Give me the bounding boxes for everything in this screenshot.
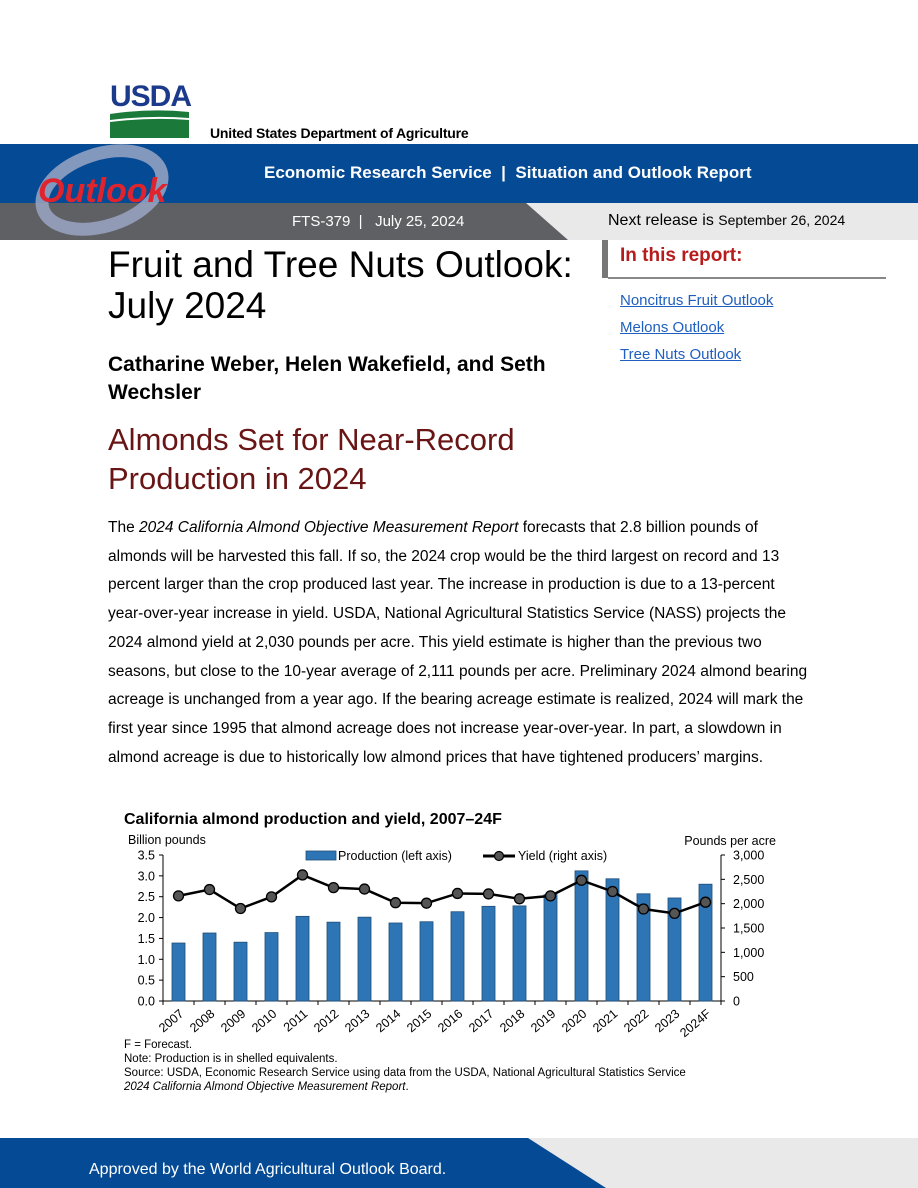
next-release <box>608 212 845 230</box>
yield-point <box>546 891 556 901</box>
legend-yield-marker <box>495 852 504 861</box>
yield-point <box>422 898 432 908</box>
yield-point <box>515 894 525 904</box>
left-tick-label: 2.5 <box>137 890 155 905</box>
left-tick-label: 3.0 <box>137 869 155 884</box>
right-tick-label: 3,000 <box>733 848 765 863</box>
chart <box>0 830 918 1044</box>
production-bar <box>482 906 495 1001</box>
headline: Almonds Set for Near-Record Production in 2024 <box>108 422 515 496</box>
production-bar <box>296 916 309 1001</box>
production-bar <box>203 933 216 1001</box>
yield-point <box>670 908 680 918</box>
note-source-end: . <box>405 1081 409 1093</box>
production-bar <box>265 933 278 1001</box>
x-tick-label: 2018 <box>497 1006 528 1036</box>
yield-point <box>205 885 215 895</box>
right-axis-label: Pounds per acre <box>684 834 776 848</box>
yield-point <box>453 888 463 898</box>
production-bar <box>172 943 185 1001</box>
usda-logo-letters: USDA <box>110 80 192 113</box>
yield-point <box>391 898 401 908</box>
banner-title: Economic Research Service | Situation and Outlook Report <box>264 163 752 182</box>
production-bar <box>358 917 371 1001</box>
left-tick-label: 1.5 <box>137 931 155 946</box>
note-source-report-name: 2024 California Almond Objective Measurement Report <box>124 1081 406 1093</box>
yield-point <box>329 883 339 893</box>
right-tick-label: 2,000 <box>733 897 765 912</box>
page-title: Fruit and Tree Nuts Outlook: July 2024 <box>108 244 573 326</box>
x-tick-label: 2020 <box>559 1006 590 1036</box>
production-bar <box>513 906 526 1001</box>
x-tick-label: 2012 <box>311 1006 342 1036</box>
x-tick-label: 2019 <box>528 1006 559 1036</box>
x-tick-label: 2013 <box>342 1006 373 1036</box>
in-this-report-bar <box>602 240 608 278</box>
x-tick-label: 2011 <box>280 1006 311 1035</box>
chart-legend <box>306 849 607 863</box>
next-release-date: September 26, 2024 <box>718 212 846 228</box>
x-tick-label: 2024F <box>677 1006 714 1041</box>
yield-point <box>360 884 370 894</box>
note-source-report <box>124 1081 409 1093</box>
body-lead: The <box>108 519 140 536</box>
authors: Catharine Weber, Helen Wakefield, and Seth Wechsler <box>108 353 546 404</box>
x-tick-label: 2008 <box>187 1006 218 1036</box>
footer-text: Approved by the World Agricultural Outlook Board. <box>89 1161 447 1178</box>
left-tick-label: 3.5 <box>137 848 155 863</box>
body-rest: forecasts that 2.8 billion pounds of almonds will be harvested this fall. If so, the 2024 crop would be the third largest on record and 13 percent larger than the crop produced last year. The increase in production is due to a 13-percent year-over-year increase in yield. USDA, National Agricultural Statistics Service (NASS) projects the 2024 almond yield at 2,030 pounds per acre. This yield estimate is higher than the previous two seasons, but close to the 10-year average of 2,111 pounds per acre. Preliminary 2024 almond bearing acreage is unchanged from a year ago. If the bearing acreage estimate is realized, 2024 will mark the first year since 1995 that almond acreage does not increase year-over-year. In part, a slowdown in almond acreage is due to historically low almond prices that have tightened producers’ margins. <box>108 519 808 766</box>
yield-point <box>298 870 308 880</box>
left-tick-label: 1.0 <box>137 952 155 967</box>
right-tick-label: 2,500 <box>733 872 765 887</box>
plot-area <box>138 849 765 1041</box>
yield-point <box>701 897 711 907</box>
link-tree-nuts-outlook[interactable]: Tree Nuts Outlook <box>620 346 742 363</box>
yield-line <box>179 875 706 913</box>
link-noncitrus-fruit-outlook[interactable]: Noncitrus Fruit Outlook <box>620 292 774 309</box>
right-tick-label: 1,000 <box>733 945 765 960</box>
outlook-logo <box>24 142 184 238</box>
left-axis-label: Billion pounds <box>128 833 206 847</box>
right-tick-label: 500 <box>733 970 754 985</box>
yield-point <box>267 892 277 902</box>
x-tick-label: 2023 <box>652 1006 683 1036</box>
left-tick-label: 0.0 <box>137 994 155 1009</box>
production-bar <box>389 923 402 1001</box>
x-tick-label: 2007 <box>156 1006 187 1036</box>
production-bar <box>234 942 247 1001</box>
x-tick-label: 2009 <box>218 1006 249 1036</box>
outlook-logo-text: Outlook <box>38 172 167 210</box>
yield-point <box>639 904 649 914</box>
legend-production-label: Production (left axis) <box>338 849 452 863</box>
production-bar <box>451 912 464 1001</box>
body-paragraph <box>108 514 808 772</box>
left-tick-label: 0.5 <box>137 973 155 988</box>
x-tick-label: 2015 <box>404 1006 435 1036</box>
x-tick-label: 2010 <box>249 1006 280 1036</box>
x-tick-label: 2022 <box>621 1006 652 1036</box>
department-name: United States Department of Agriculture <box>210 125 469 141</box>
next-release-label: Next release is <box>608 212 714 229</box>
note-forecast: F = Forecast. <box>124 1039 193 1051</box>
yield-point <box>577 875 587 885</box>
yield-point <box>608 887 618 897</box>
note-production: Note: Production is in shelled equivalents. <box>124 1053 338 1065</box>
chart-title: California almond production and yield, 2007–24F <box>124 811 502 828</box>
right-tick-label: 1,500 <box>733 921 765 936</box>
left-tick-label: 2.0 <box>137 911 155 926</box>
yield-point <box>484 889 494 899</box>
link-melons-outlook[interactable]: Melons Outlook <box>620 319 725 336</box>
x-tick-label: 2021 <box>590 1006 621 1036</box>
in-this-report-title: In this report: <box>620 245 743 266</box>
legend-production-swatch <box>306 851 336 860</box>
x-tick-label: 2017 <box>466 1006 497 1036</box>
report-id: FTS-379 | July 25, 2024 <box>292 213 465 230</box>
body-report-name: 2024 California Almond Objective Measurement Report <box>139 519 519 536</box>
right-tick-label: 0 <box>733 994 740 1009</box>
production-bar <box>327 922 340 1001</box>
x-tick-label: 2016 <box>435 1006 466 1036</box>
legend-yield-label: Yield (right axis) <box>518 849 608 863</box>
in-this-report-rule <box>608 277 886 279</box>
production-bar <box>544 895 557 1001</box>
x-tick-label: 2014 <box>373 1006 404 1036</box>
note-source: Source: USDA, Economic Research Service using data from the USDA, National Agricultural Statistics Service <box>124 1067 686 1079</box>
production-bar <box>420 922 433 1001</box>
yield-point <box>236 904 246 914</box>
yield-point <box>174 891 184 901</box>
production-bar <box>575 871 588 1001</box>
